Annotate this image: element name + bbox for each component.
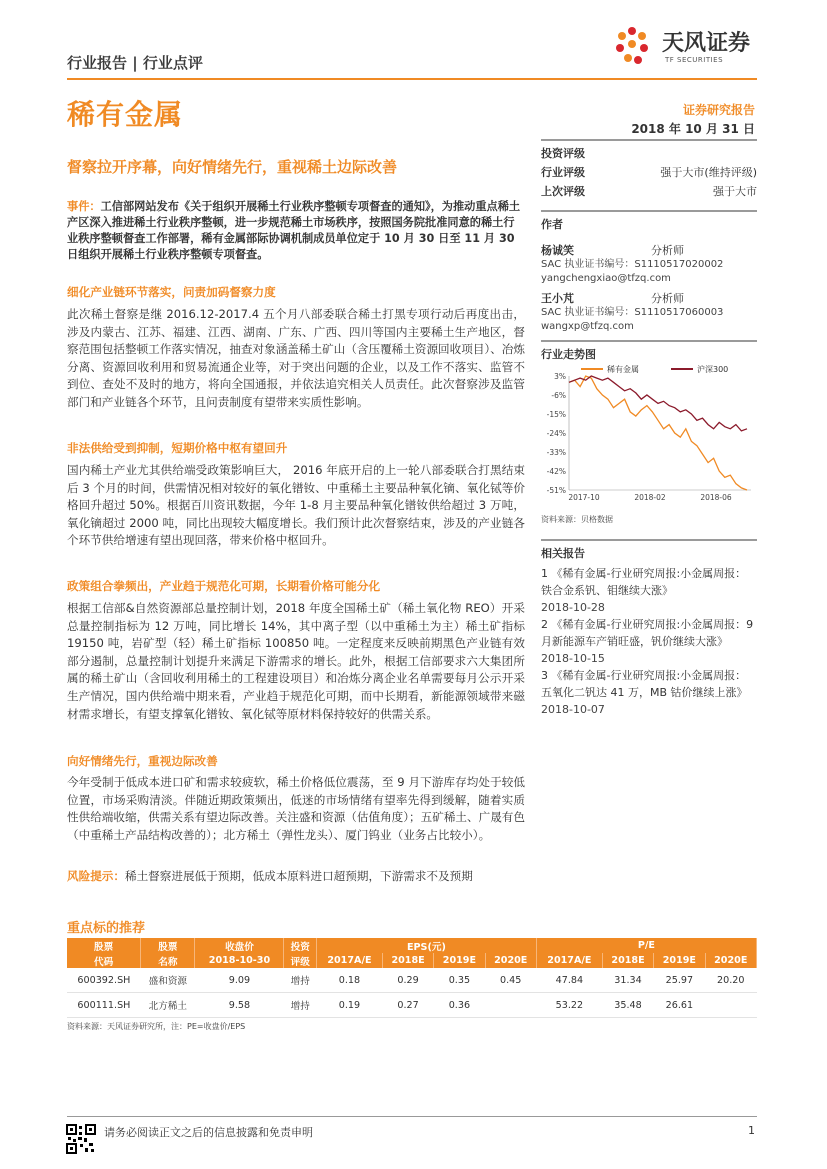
y-tick-label: -42% bbox=[546, 467, 566, 476]
report-date: 2018 年 10 月 31 日 bbox=[631, 122, 755, 136]
y-tick-label: -33% bbox=[546, 448, 566, 457]
table-cell: 600392.SH bbox=[67, 968, 141, 993]
y-tick-label: -15% bbox=[546, 410, 566, 419]
col-header-pe: P/E bbox=[536, 938, 756, 953]
table-cell: 增持 bbox=[284, 993, 316, 1018]
related-section bbox=[541, 539, 757, 718]
analyst-name: 杨诚笑 bbox=[541, 244, 574, 257]
rating-row-current bbox=[541, 163, 757, 182]
headline: 督察拉开序幕，向好情绪先行，重视稀土边际改善 bbox=[67, 158, 398, 176]
analyst-sac: SAC 执业证书编号：S1110517020002 bbox=[541, 259, 724, 270]
event-text: 工信部网站发布《关于组织开展稀土行业秩序整顿专项督查的通知》，为推动重点稀土产区深入推进稀土行业秩序整顿，进一步规范稀土市场秩序，按照国务院批准同意的稀土行业秩序整顿督查工作部署，稀有金属部际协调机制成员单位定于 10 月 30 日至 11 月 30 日组织开展稀土行业秩序整顿专项督查。 bbox=[67, 200, 521, 261]
table-cell: 增持 bbox=[284, 968, 316, 993]
col-header-eps: EPS(元) bbox=[316, 938, 536, 953]
related-item[interactable] bbox=[541, 565, 757, 616]
section-body-2: 国内稀土产业尤其供给端受政策影响巨大， 2016 年底开启的上一轮八部委联合打黑结束后 3 个月的时间，供需情况相对较好的氧化镨钕、中重稀土主要品种氧化镝、氧化铽等价格回升超过 50%。根据百川资讯数据，今年 1-8 月主要品种氧化镨钕供给超过 3 万吨，氧化镝超过 2000 吨，同比出现较大幅度增长。我们预计此次督察结束，涉及的产业链各个环节供给增速有望出现回落，带来价格中枢回升。 bbox=[67, 463, 525, 548]
table-cell: 盛和资源 bbox=[141, 968, 195, 993]
y-tick-label: 3% bbox=[554, 372, 566, 381]
analyst-email[interactable]: wangxp@tfzq.com bbox=[541, 321, 634, 332]
rating-label: 行业评级 bbox=[541, 166, 585, 179]
table-row bbox=[67, 968, 757, 993]
section-body-3: 根据工信部&自然资源部总量控制计划，2018 年度全国稀土矿（稀土氧化物 REO）开采总量控制指标为 12 万吨，同比增长 14%，其中离子型（以中重稀土为主）稀土矿指标 19150 吨，岩矿型（轻）稀土矿指标 100850 吨。一定程度来反映前期黑色产业链有效部分遏制，总量控制计划提升来满足下游需求的增长。此外，根据工信部要求六大集团所属的稀土矿山（含回收利用稀土的工程建设项目）和冶炼分离企业名单需要每月公示开采生产情况，国内供给端中期来看，产业趋于规范化可期，而中长期看，新能源领域带来磁材需求增长，有望支撑氧化镨钕、氧化铽等原材料保持较好的供需关系。 bbox=[67, 601, 525, 721]
col-header: 名称 bbox=[141, 953, 195, 968]
table-cell: 0.18 bbox=[316, 968, 382, 993]
recommend-table bbox=[67, 938, 757, 1018]
related-date: 2018-10-07 bbox=[541, 703, 605, 716]
table-cell: 600111.SH bbox=[67, 993, 141, 1018]
analyst-name: 王小芃 bbox=[541, 292, 574, 305]
risk-text: 稀土督察进展低于预期，低成本原料进口超预期，下游需求不及预期 bbox=[124, 869, 473, 883]
y-tick-label: -51% bbox=[546, 486, 566, 495]
table-row bbox=[67, 993, 757, 1018]
related-text[interactable]: 3 《稀有金属-行业研究周报:小金属周报：五氧化二钒达 41 万，MB 钴价继续上涨》 bbox=[541, 669, 748, 699]
related-date: 2018-10-28 bbox=[541, 601, 605, 614]
col-header: 股票 bbox=[67, 938, 141, 953]
table-header-row bbox=[67, 953, 757, 968]
section-body-1: 此次稀土督察是继 2016.12-2017.4 五个月八部委联合稀土打黑专项行动后再度出击，涉及内蒙古、江苏、福建、江西、湖南、广东、广西、四川等国内主要稀土生产地区，督察范围包括整顿工作落实情况，抽查对象涵盖稀土矿山（含压覆稀土资源回收项目）、冶炼分离、资源回收利用和贸易流通企业等，对于突出问题的企业，以及工作不落实、监管不到位、查处不及时的地方，将向全国通报，并依法追究相关人员责任。此次督察涉及监管部门和产业链各个环节，且问责制度有望带来实质性影响。 bbox=[67, 307, 525, 409]
x-tick-label: 2018-02 bbox=[634, 493, 666, 502]
col-header: 2019E bbox=[434, 953, 485, 968]
event-paragraph bbox=[67, 199, 525, 263]
chart-source: 资料来源：贝格数据 bbox=[541, 515, 613, 524]
legend-label: 稀有金属 bbox=[607, 365, 639, 374]
related-title: 相关报告 bbox=[541, 539, 757, 561]
col-header: 2018E bbox=[382, 953, 433, 968]
col-header: 投资 bbox=[284, 938, 316, 953]
x-tick-label: 2018-06 bbox=[700, 493, 732, 502]
related-date: 2018-10-15 bbox=[541, 652, 605, 665]
col-header: 收盘价 bbox=[195, 938, 284, 953]
rating-section bbox=[541, 139, 757, 201]
table-cell: 0.45 bbox=[485, 968, 536, 993]
logo-subtext: TF SECURITIES bbox=[665, 56, 724, 64]
footer-disclaimer[interactable]: 请务必阅读正文之后的信息披露和免责申明 bbox=[104, 1126, 313, 1139]
section-heading-4: 向好情绪先行，重视边际改善 bbox=[67, 754, 218, 768]
col-header: 评级 bbox=[284, 953, 316, 968]
x-tick-label: 2017-10 bbox=[568, 493, 600, 502]
table-source: 资料来源：天风证券研究所，注：PE=收盘价/EPS bbox=[67, 1022, 246, 1031]
related-text[interactable]: 2 《稀有金属-行业研究周报:小金属周报：9 月新能源车产销旺盛，钒价继续大涨》 bbox=[541, 618, 754, 648]
trend-chart bbox=[541, 362, 757, 510]
rating-label: 上次评级 bbox=[541, 185, 585, 198]
trend-title: 行业走势图 bbox=[541, 340, 757, 362]
report-category: 行业报告 | 行业点评 bbox=[67, 54, 203, 72]
table-cell: 31.34 bbox=[602, 968, 653, 993]
section-heading-1: 细化产业链环节落实，问责加码督察力度 bbox=[67, 285, 276, 299]
table-cell: 9.09 bbox=[195, 968, 284, 993]
col-header: 2018E bbox=[602, 953, 653, 968]
col-header: 2018-10-30 bbox=[195, 953, 284, 968]
col-header: 2020E bbox=[485, 953, 536, 968]
table-cell: 9.58 bbox=[195, 993, 284, 1018]
table-cell: 0.35 bbox=[434, 968, 485, 993]
series-line-1 bbox=[569, 376, 747, 490]
tf-logo-icon bbox=[610, 22, 660, 72]
legend-label: 沪深300 bbox=[697, 365, 729, 374]
table-cell: 0.36 bbox=[434, 993, 485, 1018]
report-type: 证券研究报告 bbox=[682, 103, 755, 117]
table-cell: 20.20 bbox=[705, 968, 756, 993]
table-cell: 25.97 bbox=[654, 968, 705, 993]
table-title: 重点标的推荐 bbox=[67, 921, 146, 936]
rating-row-previous bbox=[541, 182, 757, 201]
table-header-row bbox=[67, 938, 757, 953]
risk-lead: 风险提示： bbox=[67, 869, 125, 883]
page-number: 1 bbox=[748, 1124, 755, 1137]
logo-text: 天风证券 bbox=[662, 31, 751, 56]
analyst-sac: SAC 执业证书编号：S1110517060003 bbox=[541, 307, 724, 318]
event-lead: 事件： bbox=[67, 200, 101, 213]
table-cell: 47.84 bbox=[536, 968, 602, 993]
table-cell: 0.29 bbox=[382, 968, 433, 993]
analyst-1 bbox=[541, 242, 757, 258]
related-item[interactable] bbox=[541, 616, 757, 667]
rating-title: 投资评级 bbox=[541, 139, 757, 161]
table-cell: 26.61 bbox=[654, 993, 705, 1018]
header-rule bbox=[67, 78, 757, 80]
table-cell bbox=[485, 993, 536, 1018]
analyst-role: 分析师 bbox=[651, 292, 684, 305]
col-header: 代码 bbox=[67, 953, 141, 968]
author-title: 作者 bbox=[541, 210, 757, 232]
table-cell: 0.27 bbox=[382, 993, 433, 1018]
related-item[interactable] bbox=[541, 667, 757, 718]
table-cell bbox=[705, 993, 756, 1018]
sector-title: 稀有金属 bbox=[67, 98, 184, 131]
author-section bbox=[541, 210, 757, 334]
section-heading-2: 非法供给受到抑制，短期价格中枢有望回升 bbox=[67, 441, 288, 455]
section-heading-3: 政策组合拳频出，产业趋于规范化可期，长期看价格可能分化 bbox=[67, 579, 381, 593]
col-header: 2019E bbox=[654, 953, 705, 968]
y-tick-label: -24% bbox=[546, 429, 566, 438]
y-tick-label: -6% bbox=[551, 391, 566, 400]
analyst-role: 分析师 bbox=[651, 244, 684, 257]
analyst-2 bbox=[541, 290, 757, 306]
series-line-2 bbox=[569, 376, 747, 431]
col-header: 2017A/E bbox=[316, 953, 382, 968]
col-header: 2017A/E bbox=[536, 953, 602, 968]
col-header: 股票 bbox=[141, 938, 195, 953]
analyst-email[interactable]: yangchengxiao@tfzq.com bbox=[541, 273, 671, 284]
table-cell: 0.19 bbox=[316, 993, 382, 1018]
col-header: 2020E bbox=[705, 953, 756, 968]
section-body-4: 今年受制于低成本进口矿和需求较疲软，稀土价格低位震荡，至 9 月下游库存均处于较低位置，市场采购清淡。伴随近期政策频出，低迷的市场情绪有望率先得到缓解，随着实质性供给端收缩，供需关系有望边际改善。关注盛和资源（估值角度）；五矿稀土、广晟有色（中重稀土产品结构改善的）；北方稀土（弹性龙头）、厦门钨业（业务占比较小）。 bbox=[67, 775, 525, 842]
risk-paragraph bbox=[67, 868, 525, 886]
rating-value: 强于大市 bbox=[713, 185, 757, 198]
table-cell: 35.48 bbox=[602, 993, 653, 1018]
trend-section bbox=[541, 340, 757, 362]
related-text[interactable]: 1 《稀有金属-行业研究周报:小金属周报：铁合金系钒、钼继续大涨》 bbox=[541, 567, 747, 597]
table-cell: 53.22 bbox=[536, 993, 602, 1018]
footer-rule bbox=[67, 1116, 757, 1117]
rating-value: 强于大市(维持评级) bbox=[660, 166, 757, 179]
qr-code-icon bbox=[66, 1124, 96, 1154]
table-cell: 北方稀土 bbox=[141, 993, 195, 1018]
